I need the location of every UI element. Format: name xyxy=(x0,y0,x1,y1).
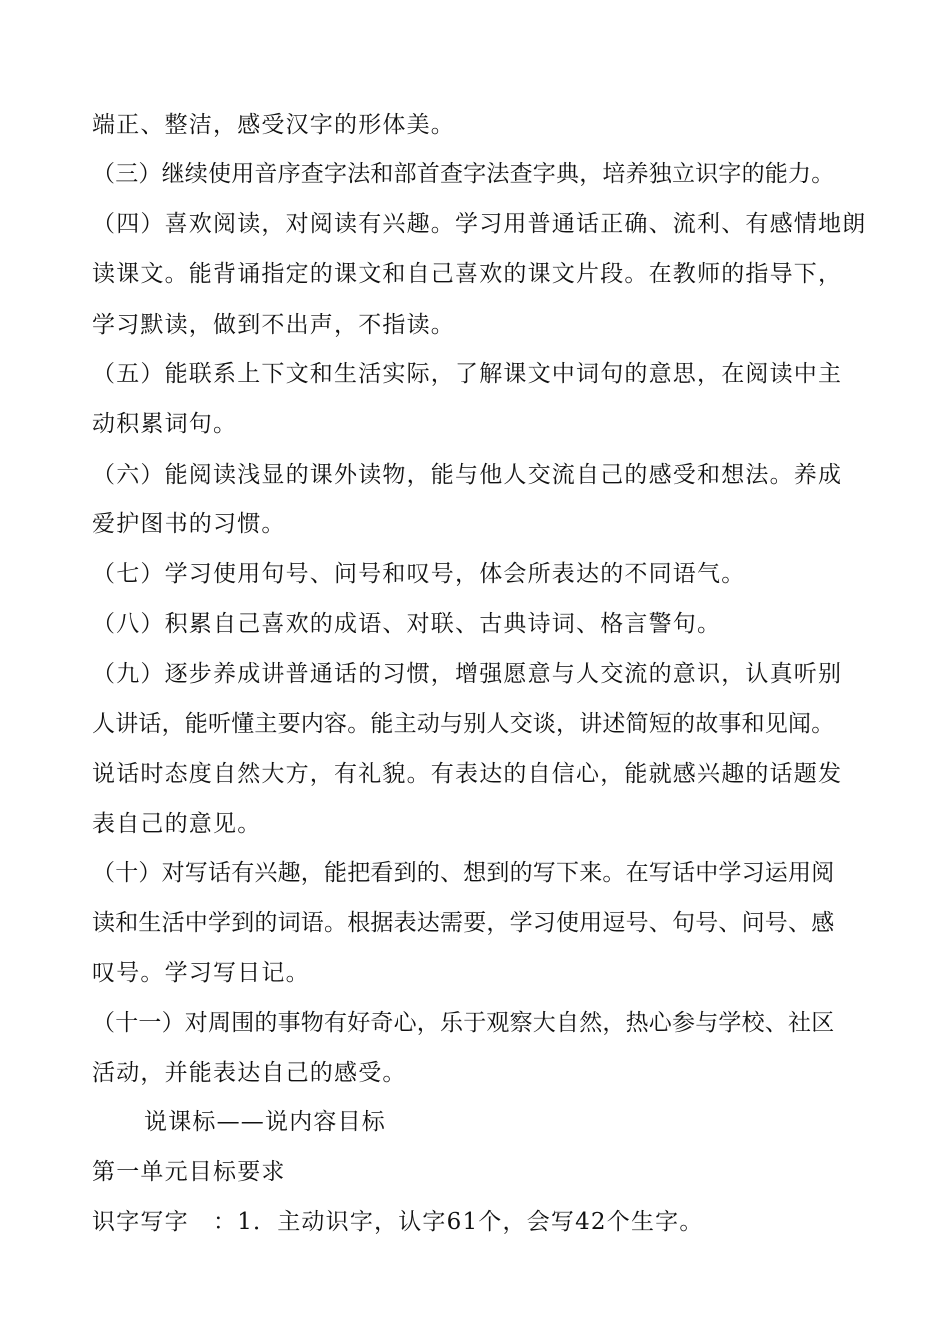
text-line: （九）逐步养成讲普通话的习惯，增强愿意与人交流的意识，认真听别 xyxy=(92,661,843,687)
text-line: （八）积累自己喜欢的成语、对联、古典诗词、格言警句。 xyxy=(92,611,722,637)
text-line: 爱护图书的习惯。 xyxy=(92,511,286,537)
text-line: （十一）对周围的事物有好奇心，乐于观察大自然，热心参与学校、社区 xyxy=(92,1010,835,1036)
text-line: 学习默读，做到不出声，不指读。 xyxy=(92,312,455,338)
text-line: 表自己的意见。 xyxy=(92,811,262,837)
text-line: （六）能阅读浅显的课外读物，能与他人交流自己的感受和想法。养成 xyxy=(92,462,843,488)
text-line: （五）能联系上下文和生活实际，了解课文中词句的意思，在阅读中主 xyxy=(92,361,843,387)
text-line: （十）对写话有兴趣，能把看到的、想到的写下来。在写话中学习运用阅 xyxy=(92,860,835,886)
section-heading: 说课标——说内容目标 xyxy=(144,1109,386,1135)
text-line: 识字写字 ：1．主动识字，认字61个，会写42个生字。 xyxy=(92,1209,704,1235)
text-line: 叹号。学习写日记。 xyxy=(92,960,310,986)
text-line: 说话时态度自然大方，有礼貌。有表达的自信心，能就感兴趣的话题发 xyxy=(92,761,843,787)
text-line: 活动，并能表达自己的感受。 xyxy=(92,1060,407,1086)
text-line: 读课文。能背诵指定的课文和自己喜欢的课文片段。在教师的指导下， xyxy=(92,261,843,287)
text-line: 读和生活中学到的词语。根据表达需要，学习使用逗号、句号、问号、感 xyxy=(92,910,835,936)
unit-heading: 第一单元目标要求 xyxy=(92,1159,286,1185)
text-line: （三）继续使用音序查字法和部首查字法查字典，培养独立识字的能力。 xyxy=(92,161,835,187)
text-line: （四）喜欢阅读，对阅读有兴趣。学习用普通话正确、流利、有感情地朗 xyxy=(92,211,867,237)
text-line: （七）学习使用句号、问号和叹号，体会所表达的不同语气。 xyxy=(92,561,746,587)
text-line: 端正、整洁，感受汉字的形体美。 xyxy=(92,112,455,138)
text-line: 人讲话，能听懂主要内容。能主动与别人交谈，讲述简短的故事和见闻。 xyxy=(92,711,835,737)
text-line: 动积累词句。 xyxy=(92,411,238,437)
